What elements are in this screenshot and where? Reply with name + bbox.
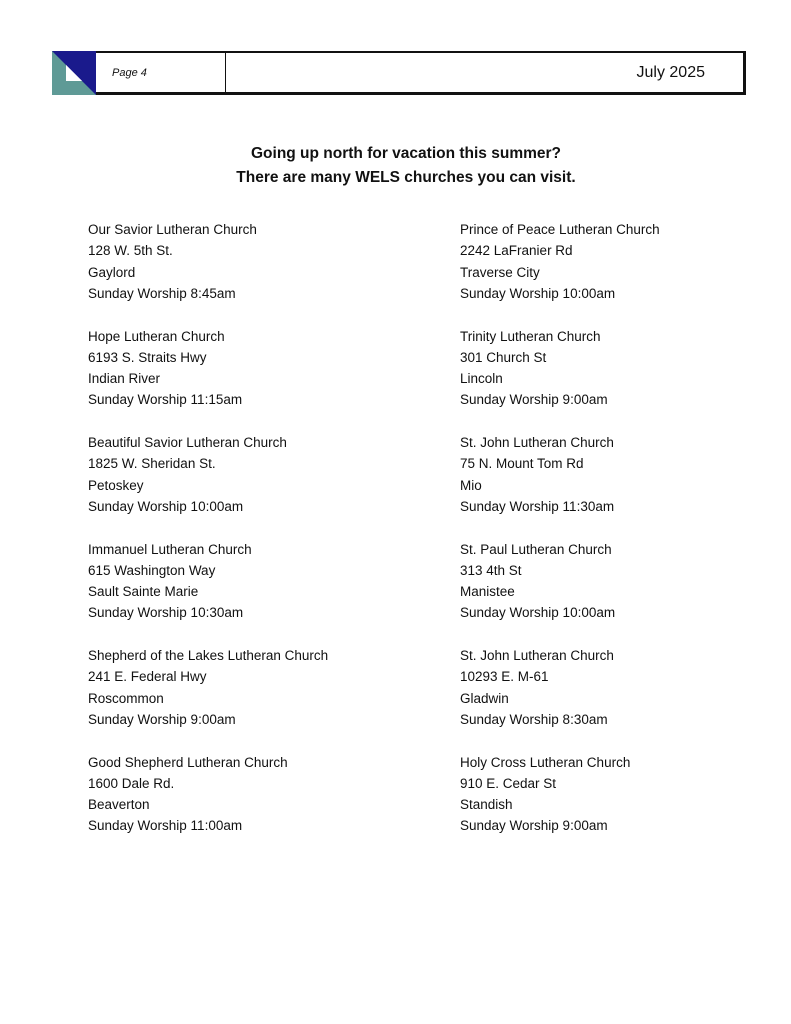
church-worship-time: Sunday Worship 10:30am xyxy=(88,605,244,621)
church-listing xyxy=(460,432,780,539)
newsletter-logo-icon xyxy=(52,51,96,95)
church-name: Trinity Lutheran Church xyxy=(460,328,601,344)
church-worship-time: Sunday Worship 10:00am xyxy=(88,498,244,514)
church-city: Lincoln xyxy=(460,371,503,387)
church-worship-time: Sunday Worship 9:00am xyxy=(88,711,236,727)
church-city: Manistee xyxy=(460,584,515,600)
church-city: Traverse City xyxy=(460,264,540,280)
church-address: 241 E. Federal Hwy xyxy=(88,669,207,685)
church-worship-time: Sunday Worship 10:00am xyxy=(460,285,616,301)
church-city: Gaylord xyxy=(88,264,136,280)
church-city: Sault Sainte Marie xyxy=(88,584,199,600)
church-name: Holy Cross Lutheran Church xyxy=(460,754,631,770)
church-listing xyxy=(460,326,780,433)
church-worship-time: Sunday Worship 10:00am xyxy=(460,605,616,621)
church-listing xyxy=(88,539,408,646)
church-listing xyxy=(88,219,408,326)
church-city: Indian River xyxy=(88,371,161,387)
church-name: Good Shepherd Lutheran Church xyxy=(88,754,288,770)
church-worship-time: Sunday Worship 9:00am xyxy=(460,818,608,834)
church-city: Petoskey xyxy=(88,477,144,493)
church-address: 615 Washington Way xyxy=(88,562,216,578)
church-address: 313 4th St xyxy=(460,562,522,578)
church-address: 75 N. Mount Tom Rd xyxy=(460,456,584,472)
headline-line-2: There are many WELS churches you can visit. xyxy=(236,169,576,186)
church-name: Hope Lutheran Church xyxy=(88,328,225,344)
page-number-cell xyxy=(96,53,226,92)
church-city: Standish xyxy=(460,797,513,813)
church-city: Mio xyxy=(460,477,482,493)
church-address: 301 Church St xyxy=(460,349,547,365)
page-number: Page 4 xyxy=(112,67,147,79)
church-worship-time: Sunday Worship 11:15am xyxy=(88,392,243,408)
church-list-left xyxy=(88,219,408,858)
page-header xyxy=(52,51,746,95)
church-name: Our Savior Lutheran Church xyxy=(88,222,257,237)
church-address: 6193 S. Straits Hwy xyxy=(88,349,207,365)
church-worship-time: Sunday Worship 11:00am xyxy=(88,818,243,834)
church-listing xyxy=(460,752,780,859)
church-listing xyxy=(460,645,780,752)
headline xyxy=(0,142,791,190)
church-name: Shepherd of the Lakes Lutheran Church xyxy=(88,648,329,663)
church-name: Prince of Peace Lutheran Church xyxy=(460,222,660,237)
church-worship-time: Sunday Worship 8:30am xyxy=(460,711,608,727)
church-worship-time: Sunday Worship 9:00am xyxy=(460,392,608,408)
church-worship-time: Sunday Worship 11:30am xyxy=(460,498,615,514)
church-listing xyxy=(460,539,780,646)
church-city: Beaverton xyxy=(88,797,150,813)
issue-date: July 2025 xyxy=(636,64,705,81)
church-name: St. John Lutheran Church xyxy=(460,435,614,450)
church-address: 1825 W. Sheridan St. xyxy=(88,456,216,472)
church-listing xyxy=(88,645,408,752)
church-name: Immanuel Lutheran Church xyxy=(88,541,252,557)
church-city: Gladwin xyxy=(460,690,509,706)
church-name: St. Paul Lutheran Church xyxy=(460,541,612,557)
headline-line-1: Going up north for vacation this summer? xyxy=(250,145,561,162)
church-name: St. John Lutheran Church xyxy=(460,648,614,663)
church-address: 10293 E. M-61 xyxy=(460,669,549,685)
church-listing xyxy=(460,219,780,326)
church-worship-time: Sunday Worship 8:45am xyxy=(88,285,236,301)
header-box xyxy=(96,51,746,95)
church-address: 1600 Dale Rd. xyxy=(88,775,175,791)
church-listing xyxy=(88,752,408,859)
church-name: Beautiful Savior Lutheran Church xyxy=(88,435,287,450)
church-address: 2242 LaFranier Rd xyxy=(460,243,573,259)
church-city: Roscommon xyxy=(88,690,164,706)
church-list-right xyxy=(460,219,780,858)
church-listing xyxy=(88,326,408,433)
church-address: 128 W. 5th St. xyxy=(88,243,173,259)
church-address: 910 E. Cedar St xyxy=(460,775,557,791)
church-listing xyxy=(88,432,408,539)
